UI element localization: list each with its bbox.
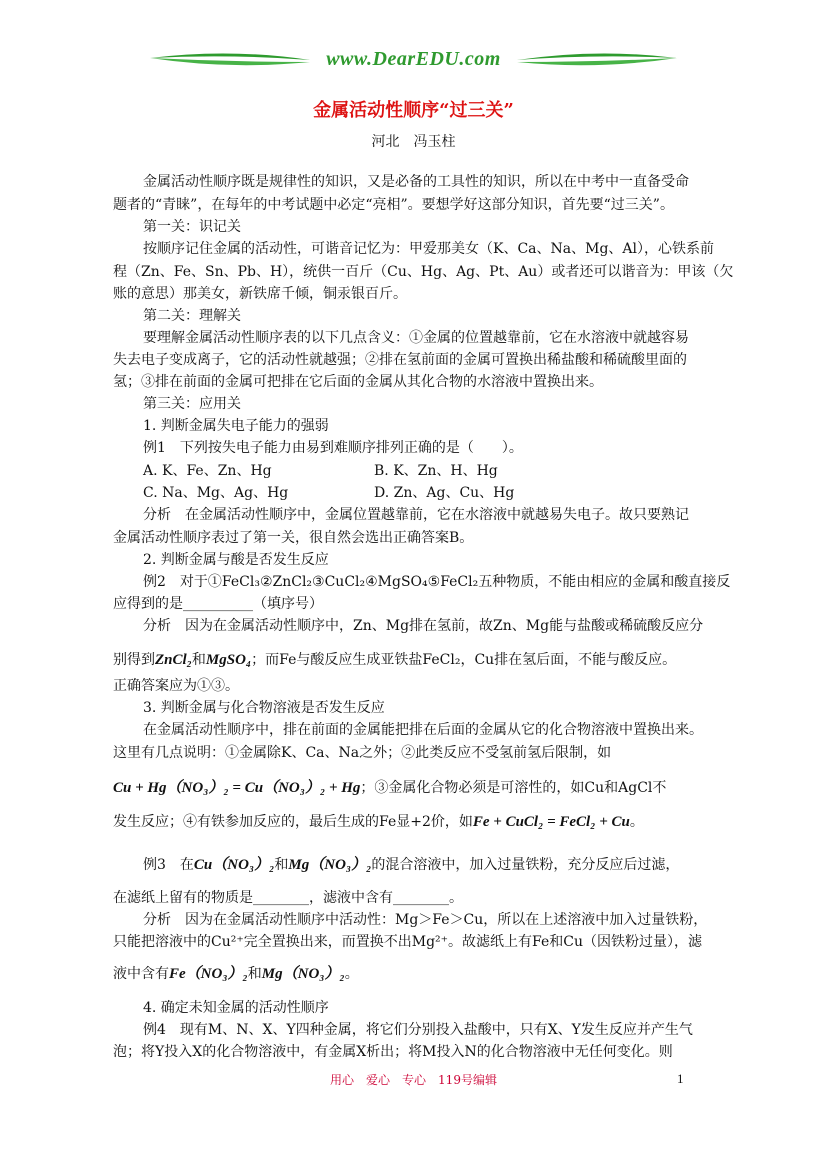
footer-text: 用心 爱心 专心 119号编辑 [330, 1073, 497, 1087]
paragraph-line: 程（Zn、Fe、Sn、Pb、H），统供一百斤（Cu、Hg、Ag、Pt、Au）或者还可以谐音为：甲该（欠 [113, 264, 734, 280]
formula: ZnCl₂ [155, 652, 192, 668]
paragraph-line: 分析 因为在金属活动性顺序中活动性：Mg＞Fe＞Cu，所以在上述溶液中加入过量铁粉， [143, 912, 708, 928]
paragraph-line: 账的意思）那美女，新铁席千倾，铜汞银百斤。 [113, 286, 407, 302]
formula: MgSO₄ [205, 652, 252, 668]
paragraph-line: 在滤纸上留有的物质是________，滤液中含有________。 [113, 890, 463, 906]
subheading: 1. 判断金属失电子能力的强弱 [143, 418, 329, 434]
paragraph-line: 按顺序记住金属的活动性，可谐音记忆为：甲爱那美女（K、Ca、Na、Mg、Al），心铁系前 [143, 241, 714, 257]
text-span: 发生反应；④有铁参加反应的，最后生成的Fe显+2价，如 [113, 814, 473, 830]
paragraph-line: 题者的“青睐”，在每年的中考试题中必定“亮相”。要想学好这部分知识，首先要“过三关”。 [113, 197, 674, 213]
equation: Fe + CuCl₂ = FeCl₂ + Cu [472, 814, 630, 830]
paragraph-line: 正确答案应为①③。 [113, 678, 239, 694]
formula-line [113, 650, 676, 670]
paragraph-line: 失去电子变成离子，它的活动性就越强；②排在氢前面的金属可置换出稀盐酸和稀硫酸里面的 [113, 352, 687, 368]
document-title: 金属活动性顺序“过三关” [313, 100, 514, 121]
option-c: C. Na、Mg、Ag、Hg [143, 485, 289, 501]
example-question: 例4 现有M、N、X、Y四种金属，将它们分别投入盐酸中，只有X、Y发生反应并产生气 [143, 1022, 693, 1038]
paragraph-line: 只能把溶液中的Cu²⁺完全置换出来，而置换不出Mg²⁺。故滤纸上有Fe和Cu（因铁粉过量），滤 [113, 934, 702, 950]
paragraph-line: 氢；③排在前面的金属可把排在它后面的金属从其化合物的水溶液中置换出来。 [113, 374, 603, 390]
header-banner [0, 40, 827, 90]
text-span: 。 [344, 966, 359, 982]
page-number: 1 [677, 1071, 684, 1086]
subheading: 2. 判断金属与酸是否发生反应 [143, 552, 329, 568]
formula: Mg（NO₃）₂ [261, 966, 345, 982]
author: 河北 冯玉柱 [371, 134, 456, 150]
option-b: B. K、Zn、H、Hg [374, 463, 498, 479]
formula-line [143, 855, 679, 875]
text-span: 。 [629, 814, 644, 830]
site-logo[interactable]: www.DearEDU.com [326, 48, 501, 70]
paragraph-line: 分析 在金属活动性顺序中，金属位置越靠前，它在水溶液中就越易失电子。故只要熟记 [143, 507, 689, 523]
paragraph-line: 应得到的是__________（填序号） [113, 596, 323, 612]
section-heading: 第二关：理解关 [143, 308, 241, 324]
option-a: A. K、Fe、Zn、Hg [143, 463, 272, 479]
paragraph-line: 泡；将Y投入X的化合物溶液中，有金属X析出；将M投入N的化合物溶液中无任何变化。则 [113, 1044, 673, 1060]
paragraph-line: 金属活动性顺序既是规律性的知识，又是必备的工具性的知识，所以在中考中一直备受命 [143, 174, 689, 190]
text-span: 液中含有 [113, 966, 169, 982]
paragraph-line: 要理解金属活动性顺序表的以下几点含义：①金属的位置越靠前，它在水溶液中就越容易 [143, 330, 689, 346]
paragraph-line: 分析 因为在金属活动性顺序中，Zn、Mg排在氢前，故Zn、Mg能与盐酸或稀硫酸反应分 [143, 618, 704, 634]
formula-line [113, 778, 666, 798]
text-span: 和 [247, 966, 262, 982]
subheading: 4. 确定未知金属的活动性顺序 [143, 1000, 329, 1016]
option-d: D. Zn、Ag、Cu、Hg [374, 485, 515, 501]
text-span: ；③金属化合物必须是可溶性的，如Cu和AgCl不 [360, 780, 667, 796]
formula: Fe（NO₃）₂ [169, 966, 248, 982]
formula-line [113, 812, 644, 832]
text-span: 的混合溶液中，加入过量铁粉，充分反应后过滤， [371, 857, 680, 873]
formula-line [113, 964, 359, 984]
section-heading: 第一关：识记关 [143, 219, 241, 235]
paragraph-line: 在金属活动性顺序中，排在前面的金属能把排在后面的金属从它的化合物溶液中置换出来。 [143, 722, 703, 738]
text-span: ；而Fe与酸反应生成亚铁盐FeCl₂，Cu排在氢后面，不能与酸反应。 [251, 652, 677, 668]
paragraph-line: 金属活动性顺序表过了第一关，很自然会选出正确答案B。 [113, 530, 474, 546]
text-span: 例3 在 [143, 857, 194, 873]
section-heading: 第三关：应用关 [143, 396, 241, 412]
formula: Mg（NO₃）₂ [288, 857, 372, 873]
text-span: 和 [191, 652, 206, 668]
text-span: 别得到 [113, 652, 155, 668]
example-question: 例2 对于①FeCl₃②ZnCl₂③CuCl₂④MgSO₄⑤FeCl₂五种物质，不能由相应的金属和酸直接反 [143, 574, 731, 590]
formula: Cu（NO₃）₂ [193, 857, 275, 873]
equation: Cu + Hg（NO₃）₂ = Cu（NO₃）₂ + Hg [113, 780, 361, 796]
example-question: 例1 下列按失电子能力由易到难顺序排列正确的是（ ）。 [143, 440, 523, 456]
subheading: 3. 判断金属与化合物溶液是否发生反应 [143, 700, 385, 716]
text-span: 和 [274, 857, 289, 873]
paragraph-line: 这里有几点说明：①金属除K、Ca、Na之外；②此类反应不受氢前氢后限制，如 [113, 745, 612, 761]
